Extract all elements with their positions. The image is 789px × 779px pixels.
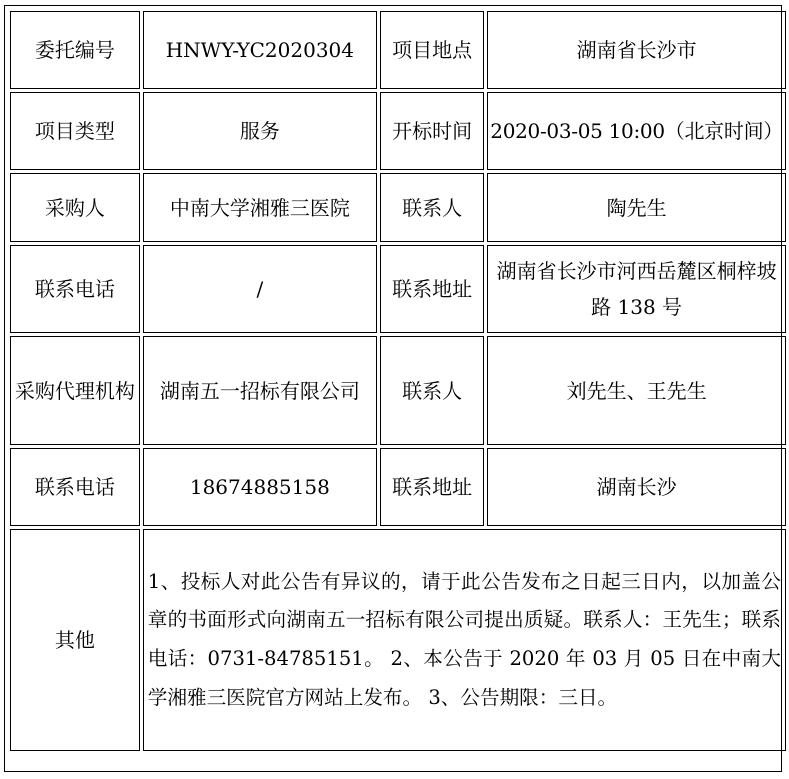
table-row (10, 173, 786, 242)
label-agency-contact: 联系人 (380, 336, 484, 445)
value-purchaser-address: 湖南省长沙市河西岳麓区桐梓坡路 138 号 (487, 245, 786, 333)
value-bid-opening-time: 2020-03-05 10:00（北京时间） (487, 92, 786, 170)
table-row (10, 336, 786, 445)
value-purchaser-contact: 陶先生 (487, 173, 786, 242)
value-purchaser-phone: / (143, 245, 377, 333)
table-row (10, 245, 786, 333)
label-purchaser-address: 联系地址 (380, 245, 484, 333)
value-project-type: 服务 (143, 92, 377, 170)
label-agency-phone: 联系电话 (10, 448, 140, 526)
value-agency-address: 湖南长沙 (487, 448, 786, 526)
label-other: 其他 (10, 529, 140, 751)
value-procurement-agency: 湖南五一招标有限公司 (143, 336, 377, 445)
label-agency-address: 联系地址 (380, 448, 484, 526)
label-project-type: 项目类型 (10, 92, 140, 170)
label-bid-opening-time: 开标时间 (380, 92, 484, 170)
label-project-location: 项目地点 (380, 11, 484, 89)
table-row (10, 11, 786, 89)
value-commission-number: HNWY-YC2020304 (143, 11, 377, 89)
value-agency-phone: 18674885158 (143, 448, 377, 526)
table-row (10, 529, 786, 751)
value-agency-contact: 刘先生、王先生 (487, 336, 786, 445)
value-project-location: 湖南省长沙市 (487, 11, 786, 89)
label-purchaser-phone: 联系电话 (10, 245, 140, 333)
value-purchaser: 中南大学湘雅三医院 (143, 173, 377, 242)
other-notice-text: 1、投标人对此公告有异议的，请于此公告发布之日起三日内，以加盖公章的书面形式向湖南五一招标有限公司提出质疑。联系人：王先生；联系电话：0731-84785151。 2、本公告于 2020 年 03 月 05 日在中南大学湘雅三医院官方网站上发布。 3、公告期限：三日。 (143, 529, 786, 751)
label-commission-number: 委托编号 (10, 11, 140, 89)
tender-info-table (7, 8, 789, 754)
table-row (10, 92, 786, 170)
label-purchaser: 采购人 (10, 173, 140, 242)
table-row (10, 448, 786, 526)
label-procurement-agency: 采购代理机构 (10, 336, 140, 445)
label-purchaser-contact: 联系人 (380, 173, 484, 242)
